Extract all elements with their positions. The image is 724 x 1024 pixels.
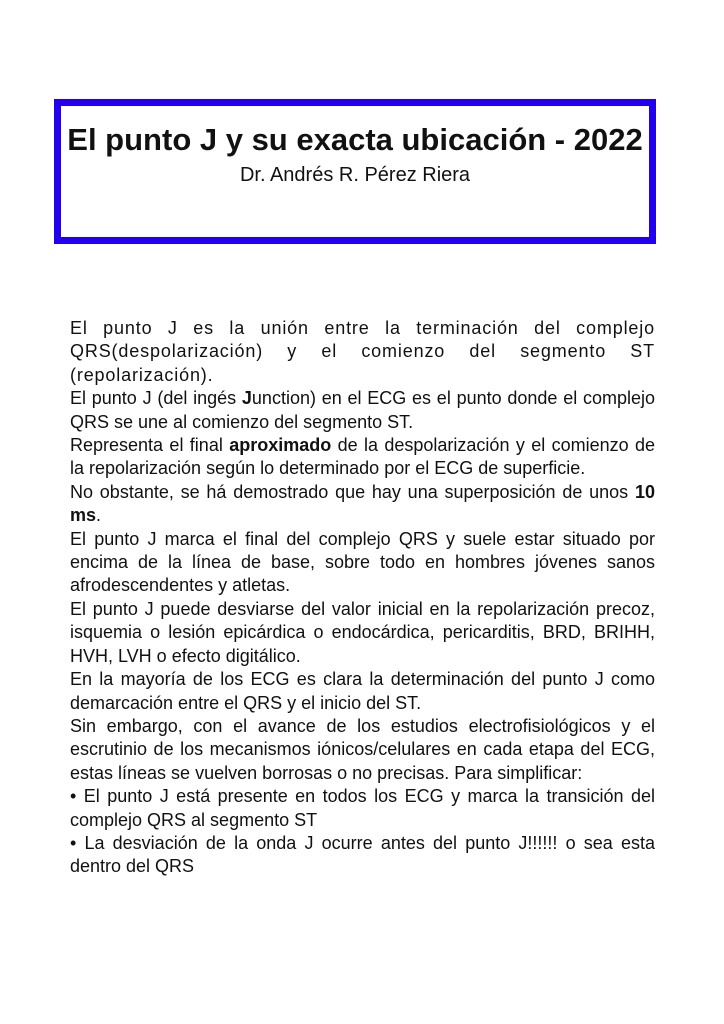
- paragraph-definition: El punto J es la unión entre la terminación del complejo QRS(despolarización) y el comienzo del segmento ST (repolarización).: [70, 318, 655, 385]
- paragraph-represents: [70, 434, 655, 481]
- document-body: [70, 317, 655, 879]
- paragraph-represents-start: Representa el final: [70, 435, 230, 456]
- paragraph-baseline: El punto J marca el final del complejo QRS y suele estar situado por encima de la línea de base, sobre todo en hombres jóvenes sanos afrodescendentes y atletas.: [70, 528, 655, 596]
- paragraph-junction-bold: J: [241, 388, 252, 409]
- bullet-item-1: • El punto J está presente en todos los ECG y marca la transición del complejo QRS al segmento ST: [70, 786, 655, 830]
- document-title: El punto J y su exacta ubicación - 2022: [67, 122, 643, 157]
- paragraph-junction-end: unction) en el ECG es el punto donde el complejo QRS se une al comienzo del segmento ST.: [70, 388, 655, 432]
- paragraph-majority: En la mayoría de los ECG es clara la determinación del punto J como demarcación entre el QRS y el inicio del ST.: [70, 669, 655, 713]
- paragraph-junction: [70, 387, 655, 434]
- paragraph-overlap-bold: 10 ms: [70, 481, 655, 526]
- title-box: [54, 99, 656, 244]
- paragraph-overlap: [70, 481, 655, 528]
- paragraph-junction-start: El punto J (del ingés: [70, 388, 242, 409]
- paragraph-overlap-end: .: [96, 505, 102, 526]
- paragraph-overlap-start: No obstante, se há demostrado que hay una superposición de unos: [70, 481, 635, 502]
- paragraph-however: Sin embargo, con el avance de los estudios electrofisiológicos y el escrutinio de los mecanismos iónicos/celulares en cada etapa del ECG, estas líneas se vuelven borrosas o no precisas. Para simplificar:: [70, 715, 655, 783]
- document-author: Dr. Andrés R. Pérez Riera: [239, 164, 471, 186]
- paragraph-represents-end: de la despolarización y el comienzo de la repolarización según lo determinado por el ECG de superficie.: [70, 435, 655, 479]
- paragraph-deviation: El punto J puede desviarse del valor inicial en la repolarización precoz, isquemia o lesión epicárdica o endocárdica, pericarditis, BRD, BRIHH, HVH, LVH o efecto digitálico.: [70, 598, 655, 666]
- paragraph-represents-bold: aproximado: [229, 435, 332, 456]
- bullet-item-2: • La desviación de la onda J ocurre antes del punto J!!!!!! o sea esta dentro del QRS: [70, 832, 655, 877]
